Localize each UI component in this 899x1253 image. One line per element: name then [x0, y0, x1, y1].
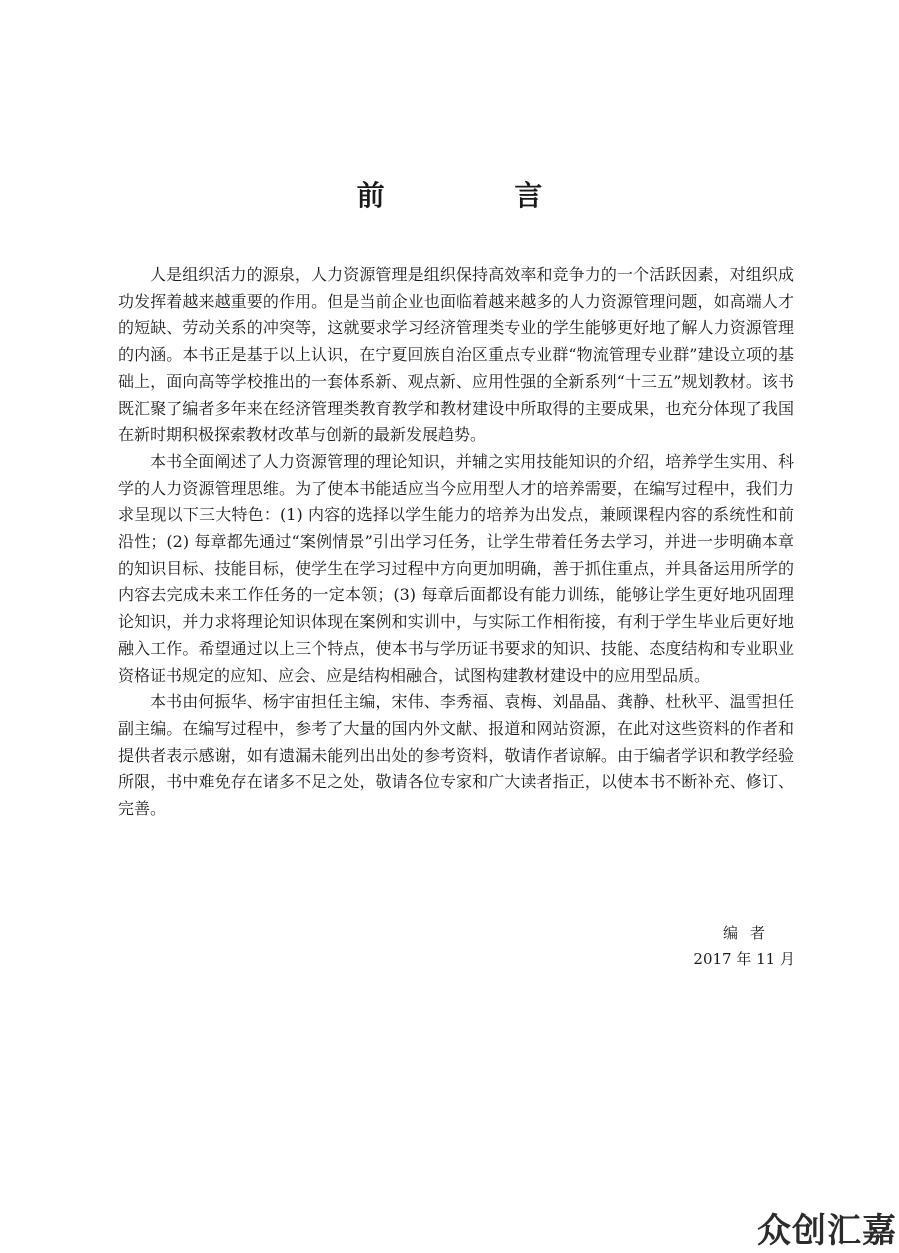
- signature-author: 编者: [722, 924, 777, 942]
- paragraph: 本书由何振华、杨宇宙担任主编，宋伟、李秀福、袁梅、刘晶晶、龚静、杜秋平、温雪担任副主编。在编写过程中，参考了大量的国内外文献、报道和网站资源，在此对这些资料的作者和提供者表示感谢，如有遗漏未能列出出处的参考资料，敬请作者谅解。由于编者学识和教学经验所限，书中难免存在诸多不足之处，敬请各位专家和广大读者指正，以使本书不断补充、修订、完善。: [118, 692, 794, 819]
- page-title: 前 言: [356, 179, 603, 212]
- paragraph: 本书全面阐述了人力资源管理的理论知识，并辅之实用技能知识的介绍，培养学生实用、科学的人力资源管理思维。为了使本书能适应当今应用型人才的培养需要，在编写过程中，我们力求呈现以下三大特色：(1) 内容的选择以学生能力的培养为出发点，兼顾课程内容的系统性和前沿性；(2) 每章都先通过“案例情景”引出学习任务，让学生带着任务去学习，并进一步明确本章的知识目标、技能目标，使学生在学习过程中方向更加明确，善于抓住重点，并具备运用所学的内容去完成未来工作任务的一定本领；(3) 每章后面都设有能力训练，能够让学生更好地巩固理论知识，并力求将理论知识体现在案例和实训中，与实际工作相衔接，有利于学生毕业后更好地融入工作。希望通过以上三个特点，使本书与学历证书要求的知识、技能、态度结构和专业职业资格证书规定的应知、应会、应是结构相融合，试图构建教材建设中的应用型品质。: [118, 451, 794, 685]
- signature-date: 2017 年 11 月: [693, 950, 795, 968]
- preface-body: [118, 262, 794, 823]
- signature-block: [693, 920, 795, 972]
- watermark-logo: 众创汇嘉: [757, 1211, 897, 1251]
- paragraph: 人是组织活力的源泉，人力资源管理是组织保持高效率和竞争力的一个活跃因素，对组织成功发挥着越来越重要的作用。但是当前企业也面临着越来越多的人力资源管理问题，如高端人才的短缺、劳动关系的冲突等，这就要求学习经济管理类专业的学生能够更好地了解人力资源管理的内涵。本书正是基于以上认识，在宁夏回族自治区重点专业群“物流管理专业群”建设立项的基础上，面向高等学校推出的一套体系新、观点新、应用性强的全新系列“十三五”规划教材。该书既汇聚了编者多年来在经济管理类教育教学和教材建设中所取得的主要成果，也充分体现了我国在新时期积极探索教材改革与创新的最新发展趋势。: [118, 265, 794, 445]
